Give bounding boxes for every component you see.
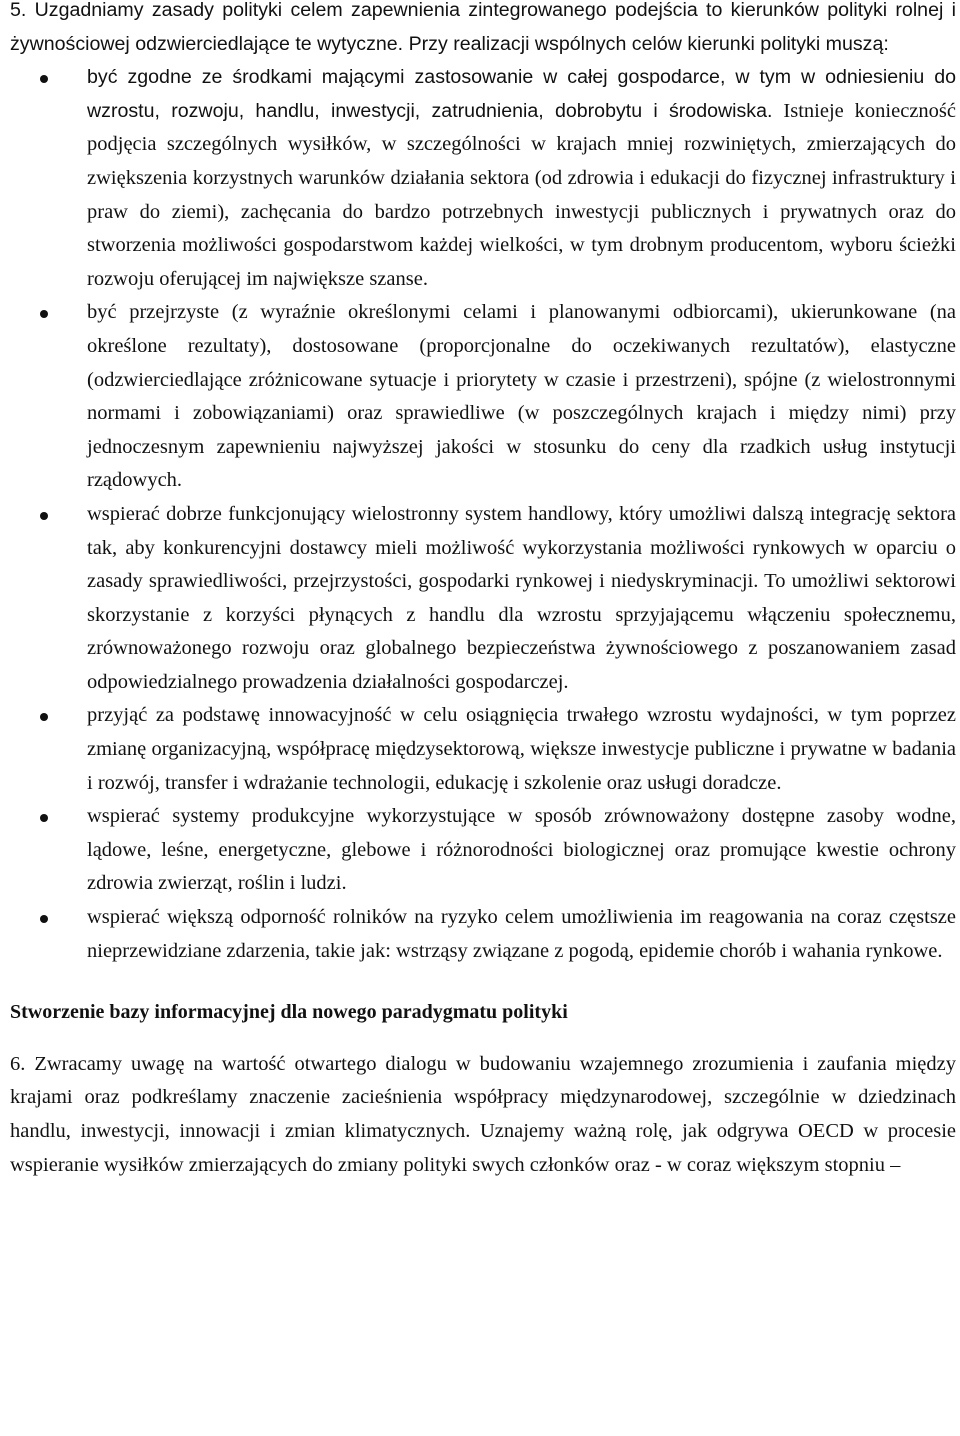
list-item-text: wspierać systemy produkcyjne wykorzystujące w sposób zrównoważony dostępne zasoby wodne, lądowe, leśne, energetyczne, glebowe i różnorodności biologicznej oraz promujące kwestie ochrony zdrowia zwierząt, roślin i ludzi. bbox=[87, 805, 956, 895]
list-item-text: przyjąć za podstawę innowacyjność w celu osiągnięcia trwałego wzrostu wydajności, w tym poprzez zmianę organizacyjną, współpracę międzysektorową, większe inwestycje publiczne i prywatne w badania i rozwój, transfer i wdrażanie technologii, edukację i szkolenie oraz usługi doradcze. bbox=[87, 704, 956, 794]
bullet-icon bbox=[40, 512, 48, 520]
bullet-icon bbox=[40, 310, 48, 318]
list-item bbox=[10, 61, 956, 296]
bullet-icon bbox=[40, 814, 48, 822]
list-item bbox=[10, 800, 956, 901]
list-item bbox=[10, 296, 956, 498]
list-item-text: wspierać większą odporność rolników na ryzyko celem umożliwienia im reagowania na coraz częstsze nieprzewidziane zdarzenia, takie jak: wstrząsy związane z pogodą, epidemie chorób i wahania rynkowe. bbox=[87, 906, 956, 962]
bullet-icon bbox=[40, 915, 48, 923]
bullet-icon bbox=[40, 713, 48, 721]
list-item-text: wspierać dobrze funkcjonujący wielostronny system handlowy, który umożliwi dalszą integrację sektora tak, aby konkurencyjni dostawcy mieli możliwość wykorzystania możliwości rynkowych w oparciu o zasady sprawiedliwości, przejrzystości, gospodarki rynkowej i niedyskryminacji. To umożliwi sektorowi skorzystanie z korzyści płynących z handlu dla wzrostu sprzyjającemu włączeniu społecznemu, zrównoważonego rozwoju oraz globalnego bezpieczeństwa żywnościowego z poszanowaniem zasad odpowiedzialnego prowadzenia działalności gospodarczej. bbox=[87, 502, 956, 693]
paragraph-5-text: 5. Uzgadniamy zasady polityki celem zapewnienia zintegrowanego podejścia to kierunków polityki rolnej i żywnościowej odzwierciedlające te wytyczne. Przy realizacji wspólnych celów kierunki polityki muszą: bbox=[10, 0, 956, 55]
list-item-text: Istnieje konieczność podjęcia szczególnych wysiłków, w szczególności w krajach mniej rozwiniętych, zmierzających do zwiększenia korzystnych warunków działania sektora (od zdrowia i edukacji do fizycznej infrastruktury i praw do ziemi), zachęcania do bardzo potrzebnych inwestycji publicznych i prywatnych oraz do stworzenia możliwości gospodarstwom każdej wielkości, w tym drobnym producentom, wyboru ścieżki rozwoju oferującej im największe szanse. bbox=[87, 99, 956, 290]
document-page bbox=[10, 0, 956, 1182]
policy-requirements-list bbox=[10, 61, 956, 968]
list-item bbox=[10, 699, 956, 800]
paragraph-6: 6. Zwracamy uwagę na wartość otwartego dialogu w budowaniu wzajemnego zrozumienia i zaufania między krajami oraz podkreślamy znaczenie zacieśnienia współpracy międzynarodowej, szczególnie w dziedzinach handlu, inwestycji, innowacji i zmian klimatycznych. Uznajemy ważną rolę, jak odgrywa OECD w procesie wspieranie wysiłków zmierzających do zmiany polityki swych członków oraz - w coraz większym stopniu – bbox=[10, 1052, 956, 1176]
list-item-lead-text: być zgodne ze środkami mającymi zastosowanie w całej gospodarce, w tym w odniesieniu do wzrostu, rozwoju, handlu, inwestycji, zatrudnienia, dobrobytu i środowiska. bbox=[87, 66, 956, 122]
section-heading: Stworzenie bazy informacyjnej dla nowego paradygmatu polityki bbox=[10, 1001, 568, 1024]
paragraph-5 bbox=[10, 0, 956, 61]
list-item-text: być przejrzyste (z wyraźnie określonymi celami i planowanymi odbiorcami), ukierunkowane (na określone rezultaty), dostosowane (proporcjonalne do oczekiwanych rezultatów), elastyczne (odzwierciedlające zróżnicowane sytuacje i priorytety w czasie i przestrzeni), spójne (z wielostronnymi normami i zobowiązaniami) oraz sprawiedliwe (w poszczególnych krajach i między nimi) przy jednoczesnym zapewnieniu najwyższej jakości w stosunku do ceny dla rzadkich usług instytucji rządowych. bbox=[87, 301, 956, 492]
list-item bbox=[10, 901, 956, 968]
bullet-icon bbox=[40, 75, 48, 83]
list-item bbox=[10, 498, 956, 700]
